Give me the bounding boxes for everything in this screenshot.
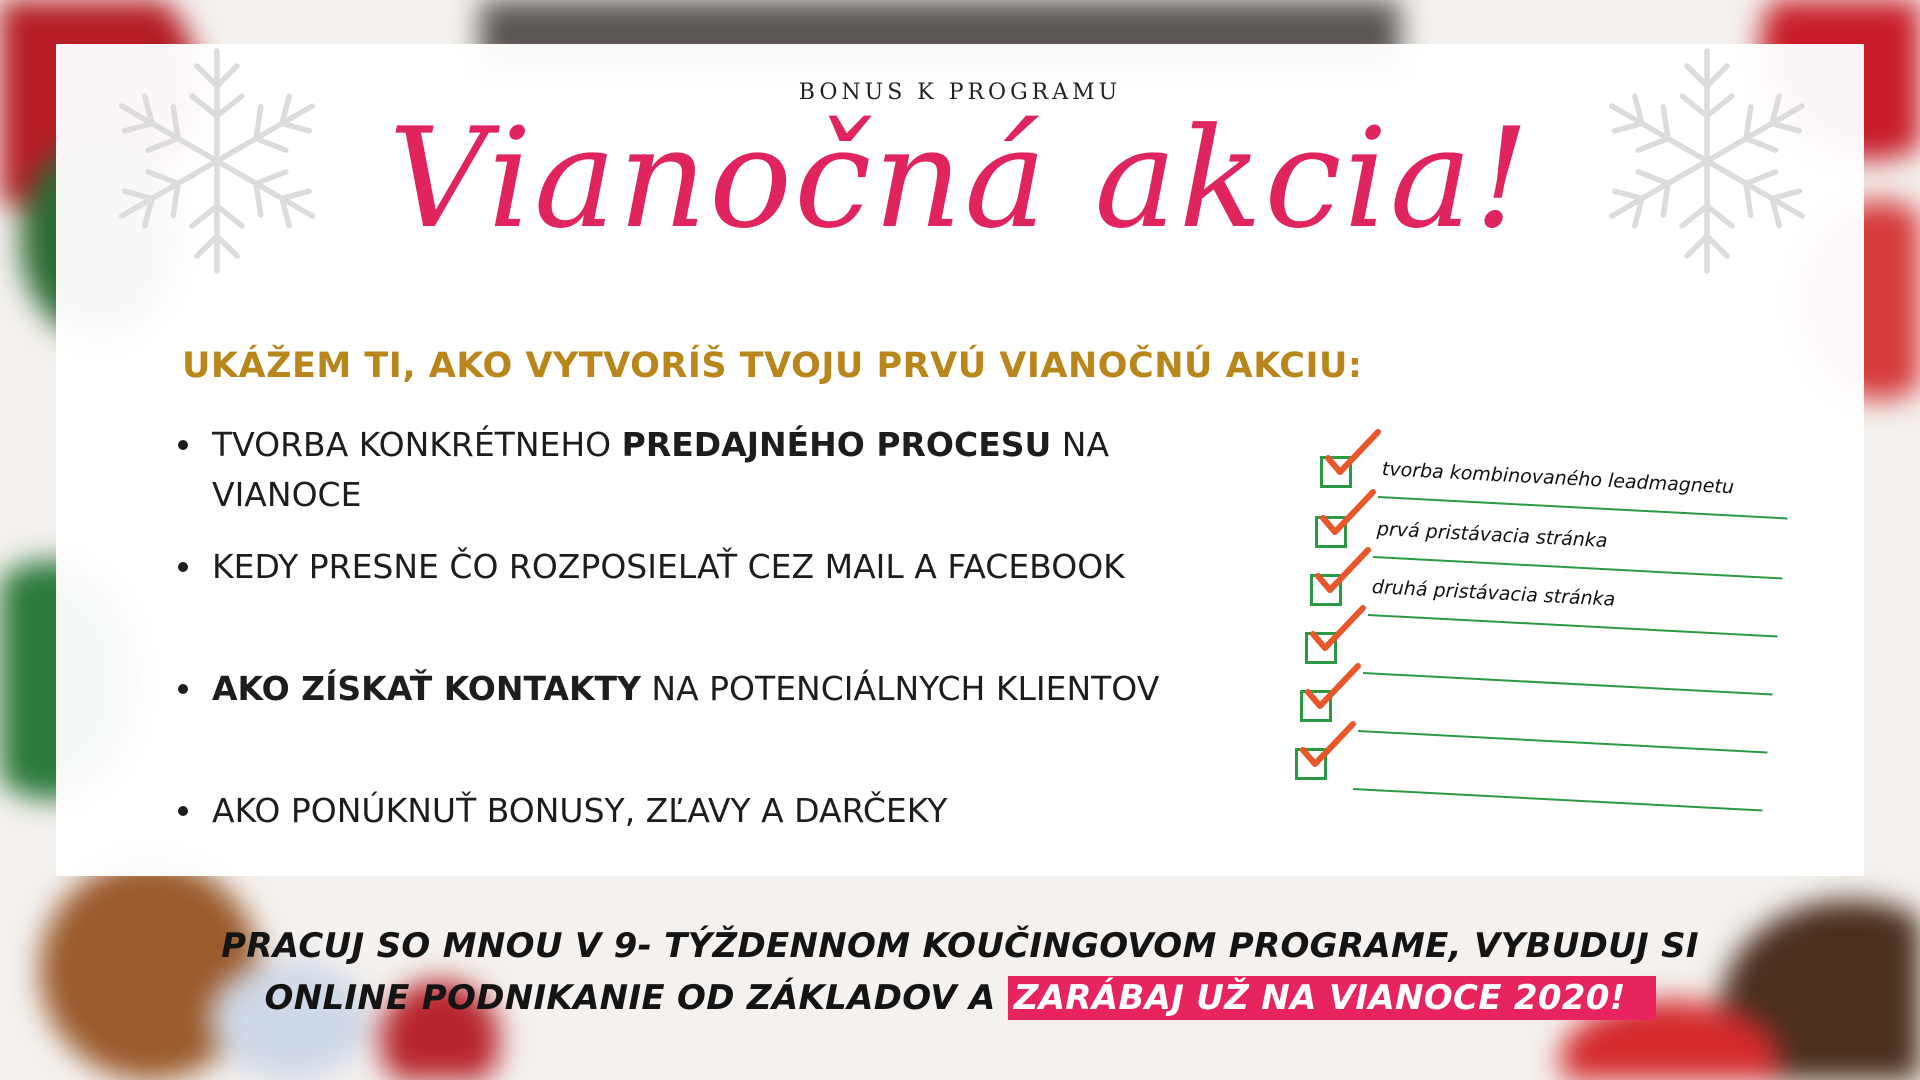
- checklist-line: [1353, 788, 1763, 811]
- page-title: Vianočná akcia!: [388, 98, 1532, 259]
- bullet-dot: [178, 562, 188, 572]
- bullet-dot: [178, 806, 188, 816]
- list-item: [178, 542, 1258, 664]
- checklist-text: tvorba kombinovaného leadmagnetu: [1381, 458, 1735, 499]
- checklist-text: druhá pristávacia stránka: [1371, 576, 1616, 611]
- bullet-bold-text: PREDAJNÉHO PROCESU: [621, 425, 1052, 464]
- bullet-text: KEDY PRESNE ČO ROZPOSIELAŤ CEZ MAIL A FACEBOOK: [212, 547, 1125, 586]
- bullet-dot: [178, 440, 188, 450]
- kicker-text: BONUS K PROGRAMU: [798, 80, 1122, 105]
- checklist-row: [1295, 732, 1795, 802]
- bullet-list: [178, 420, 1258, 908]
- bullet-text: TVORBA KONKRÉTNEHO: [212, 425, 622, 464]
- checkmark-icon: [1302, 662, 1362, 718]
- checkmark-icon: [1307, 604, 1367, 660]
- checkmark-icon: [1317, 488, 1377, 544]
- call-to-action: [0, 920, 1920, 1024]
- checklist: [1290, 440, 1810, 840]
- cta-line-2: [0, 972, 1920, 1024]
- checkmark-icon: [1322, 428, 1382, 484]
- bullet-text: NA VIANOCE: [212, 425, 1110, 514]
- section-subheading: UKÁŽEM TI, AKO VYTVORÍŠ TVOJU PRVÚ VIANOČNÚ AKCIU:: [182, 346, 1363, 386]
- list-item: [178, 420, 1258, 542]
- bullet-dot: [178, 684, 188, 694]
- cta-line-1: PRACUJ SO MNOU V 9- TÝŽDENNOM KOUČINGOVOM PROGRAME, VYBUDUJ SI: [221, 926, 1699, 966]
- checkmark-icon: [1312, 546, 1372, 602]
- checklist-text: prvá pristávacia stránka: [1376, 518, 1608, 553]
- cta-text: ONLINE PODNIKANIE OD ZÁKLADOV A: [264, 978, 1008, 1018]
- list-item: [178, 786, 1258, 908]
- bullet-bold-text: AKO ZÍSKAŤ KONTAKTY: [212, 669, 641, 708]
- bullet-text: NA POTENCIÁLNYCH KLIENTOV: [640, 669, 1160, 708]
- list-item: [178, 664, 1258, 786]
- cta-highlight: ZARÁBAJ UŽ NA VIANOCE 2020!: [1008, 976, 1656, 1020]
- bullet-text: AKO PONÚKNUŤ BONUSY, ZĽAVY A DARČEKY: [212, 791, 948, 830]
- checkmark-icon: [1297, 720, 1357, 776]
